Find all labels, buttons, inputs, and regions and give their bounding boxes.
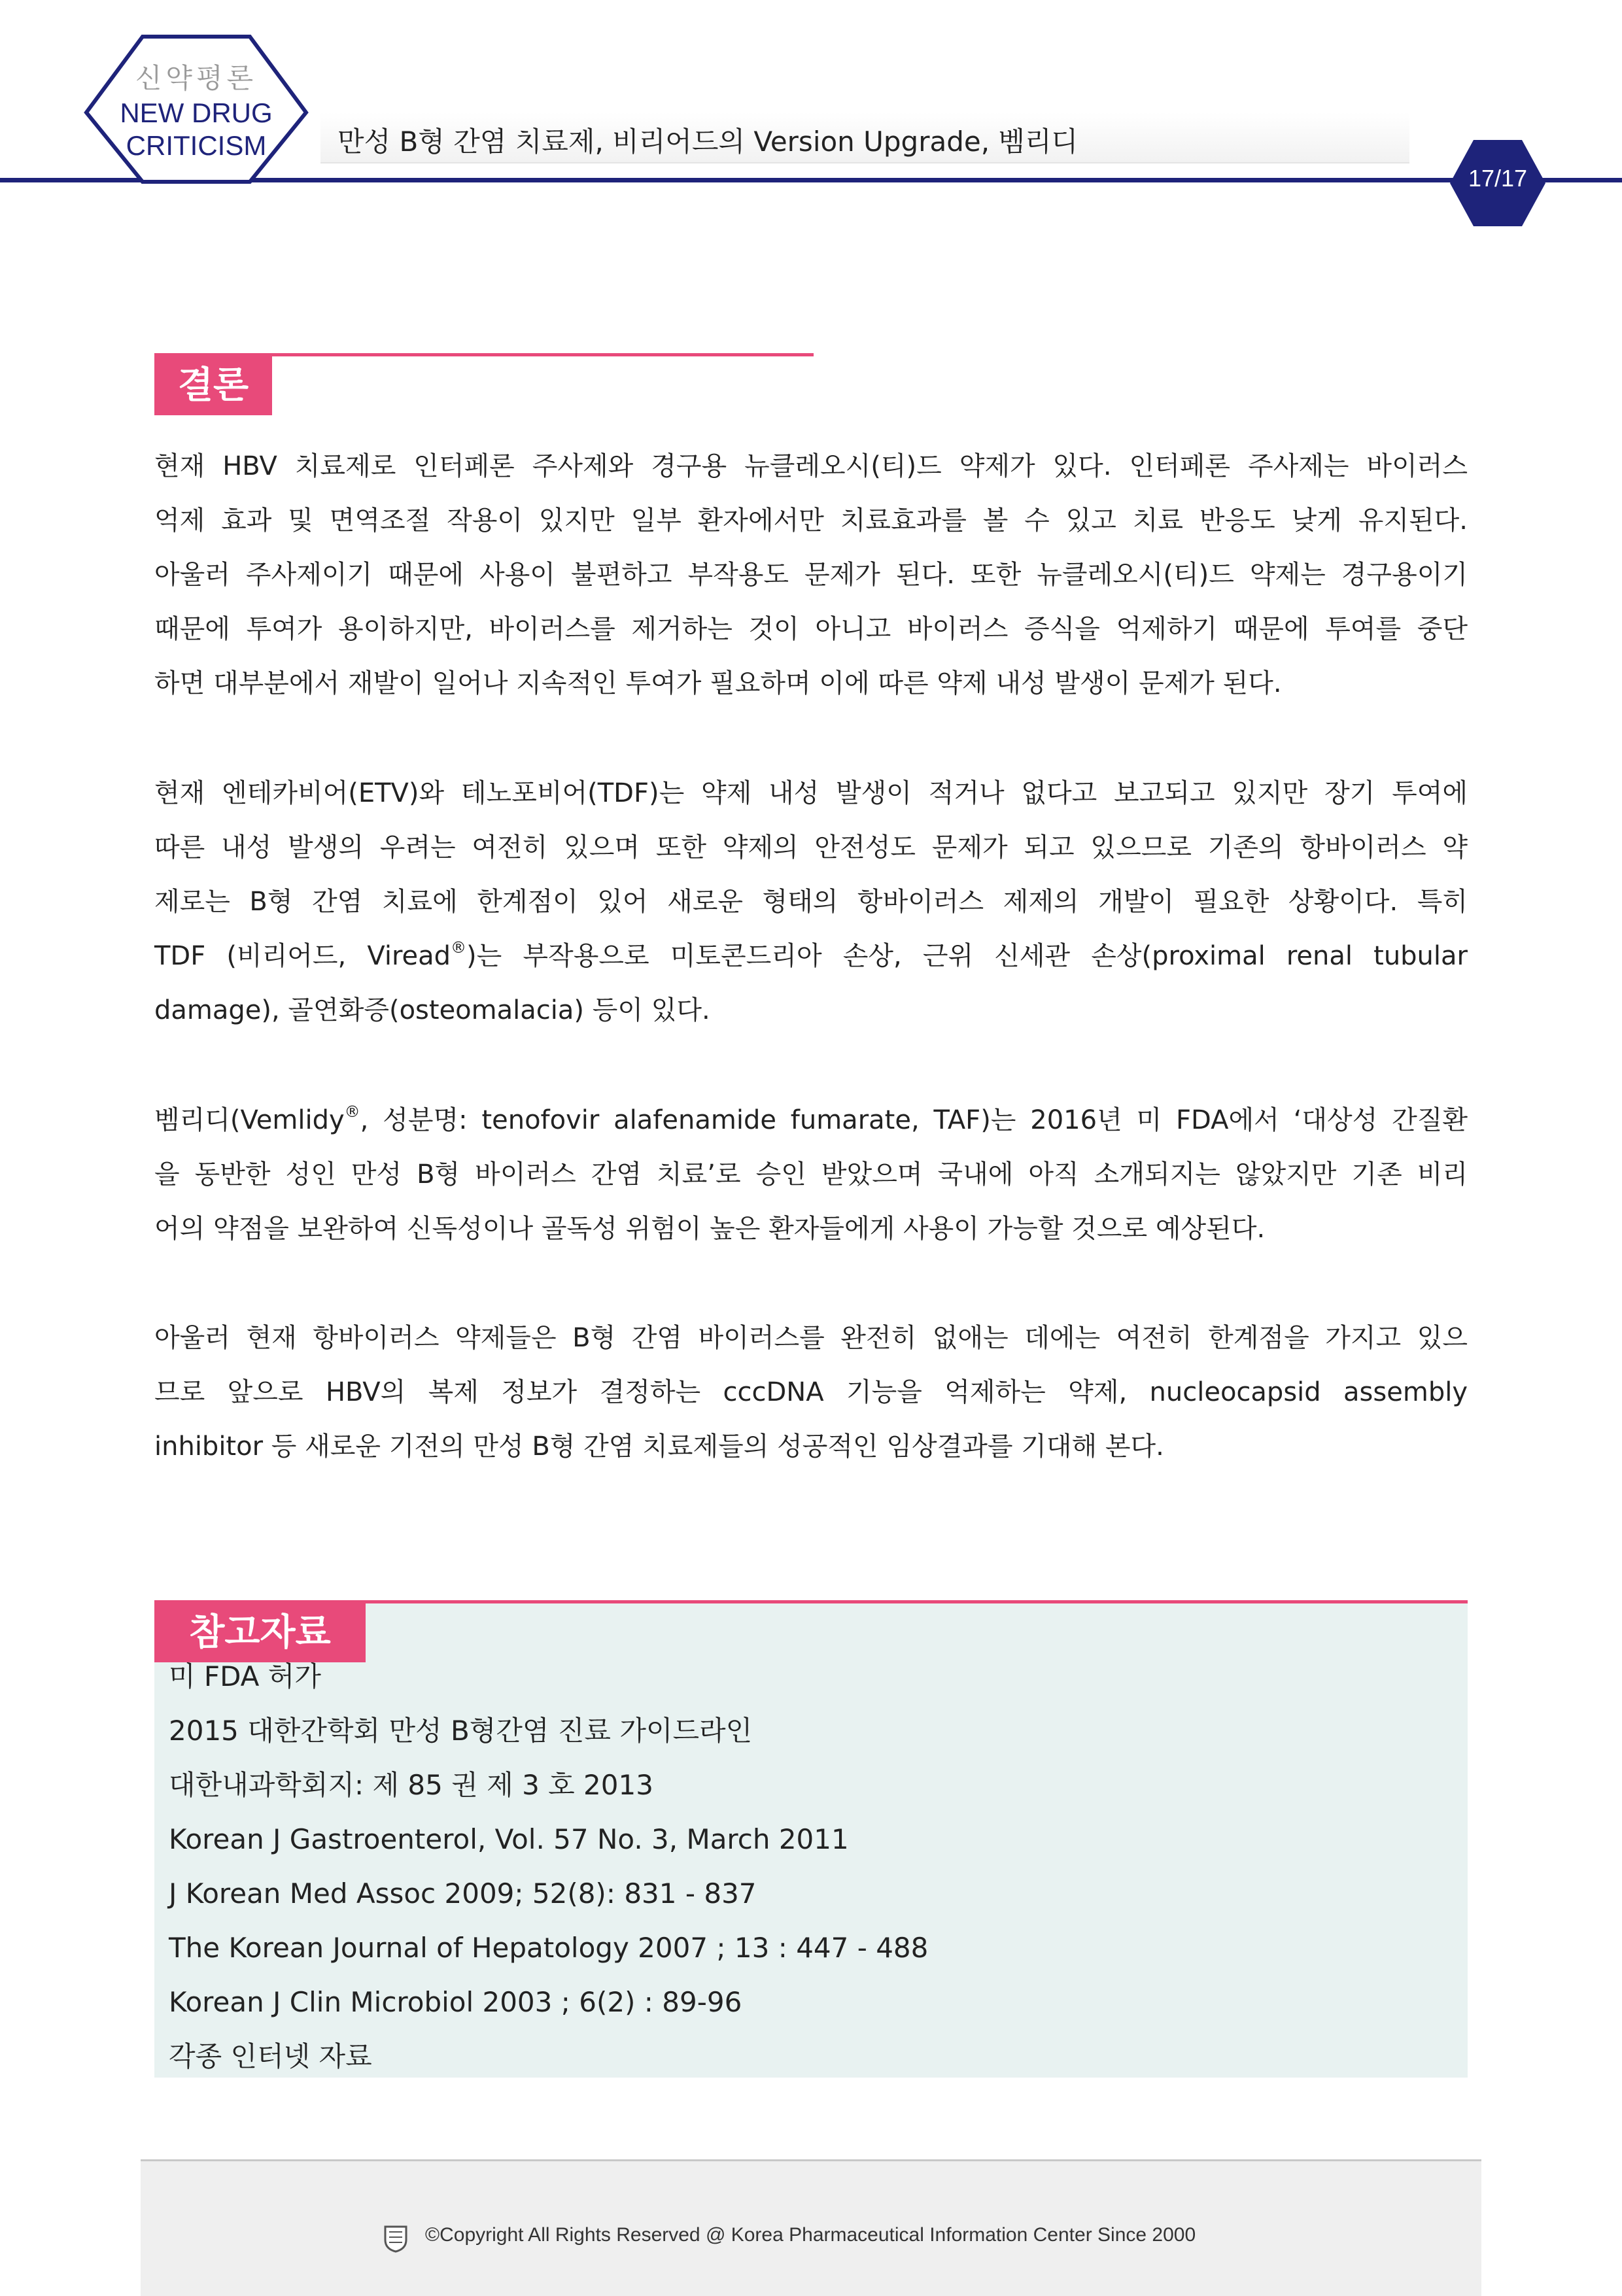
registered-mark: ® [451, 938, 467, 957]
text-line: inhibitor 등 새로운 기전의 만성 B형 간염 치료제들의 성공적인 임상결과를 기대해 본다. [154, 1431, 1164, 1462]
text-line: 따른 내성 발생의 우려는 여전히 있으며 또한 약제의 안전성도 문제가 되고 있으므로 기존의 항바이러스 약 [154, 832, 1468, 863]
page-number: 17/17 [1468, 165, 1528, 192]
reference-item: Korean J Clin Microbiol 2003 ; 6(2) : 89-96 [169, 1986, 742, 2018]
conclusion-paragraph-4 [154, 1311, 1468, 1474]
shield-icon [383, 2224, 409, 2253]
text-line: 억제 효과 및 면역조절 작용이 있지만 일부 환자에서만 치료효과를 볼 수 있고 치료 반응도 낮게 유지된다. [154, 505, 1468, 536]
text-segment: )는 부작용으로 미토콘드리아 손상, 근위 신세관 손상(proximal renal tubular [466, 941, 1468, 971]
text-line: 제로는 B형 간염 치료에 한계점이 있어 새로운 형태의 항바이러스 제제의 개발이 필요한 상황이다. 특히 [154, 887, 1468, 917]
text-segment: , 성분명: tenofovir alafenamide fumarate, TAF)는 2016년 미 FDA에서 ‘대상성 간질환 [360, 1105, 1468, 1135]
text-line: 므로 앞으로 HBV의 복제 정보가 결정하는 cccDNA 기능을 억제하는 약제, nucleocapsid assembly [154, 1377, 1468, 1407]
reference-item: 2015 대한간학회 만성 B형간염 진료 가이드라인 [169, 1715, 753, 1747]
references-heading: 참고자료 [154, 1603, 366, 1662]
text-line [154, 929, 1468, 984]
reference-item: The Korean Journal of Hepatology 2007 ; 13 : 447 - 488 [169, 1932, 929, 1964]
reference-item: Korean J Gastroenterol, Vol. 57 No. 3, March 2011 [169, 1823, 849, 1855]
logo-english-1: NEW DRUG [120, 97, 273, 128]
text-line: 현재 HBV 치료제로 인터페론 주사제와 경구용 뉴클레오시(티)드 약제가 있다. 인터페론 주사제는 바이러스 [154, 451, 1468, 481]
references-list [169, 1649, 1444, 2083]
registered-mark: ® [344, 1103, 360, 1121]
text-segment: 벰리디(Vemlidy [154, 1105, 345, 1135]
text-line: 현재 엔테카비어(ETV)와 테노포비어(TDF)는 약제 내성 발생이 적거나 없다고 보고되고 있지만 장기 투여에 [154, 778, 1468, 808]
text-line: 을 동반한 성인 만성 B형 바이러스 간염 치료’로 승인 받았으며 국내에 아직 소개되지는 않았지만 기존 비리 [154, 1159, 1468, 1190]
logo [85, 60, 307, 162]
document-title: 만성 B형 간염 치료제, 비리어드의 Version Upgrade, 벰리디 [337, 126, 1078, 158]
conclusion-paragraph-2 [154, 766, 1468, 1038]
text-line: 하면 대부분에서 재발이 일어나 지속적인 투여가 필요하며 이에 따른 약제 내성 발생이 문제가 된다. [154, 668, 1282, 698]
text-line: 어의 약점을 보완하여 신독성이나 골독성 위험이 높은 환자들에게 사용이 가능할 것으로 예상된다. [154, 1214, 1266, 1244]
text-segment: TDF (비리어드, Viread [154, 941, 451, 971]
conclusion-paragraph-1 [154, 439, 1468, 711]
text-line: 때문에 투여가 용이하지만, 바이러스를 제거하는 것이 아니고 바이러스 증식을 억제하기 때문에 투여를 중단 [154, 614, 1468, 644]
reference-item: 미 FDA 허가 [169, 1660, 321, 1692]
footer [141, 2159, 1481, 2296]
reference-item: 대한내과학회지: 제 85 권 제 3 호 2013 [169, 1769, 653, 1801]
logo-english-2: CRITICISM [126, 130, 267, 161]
text-line: damage), 골연화증(osteomalacia) 등이 있다. [154, 995, 710, 1025]
conclusion-heading: 결론 [154, 356, 272, 415]
text-line: 아울러 현재 항바이러스 약제들은 B형 간염 바이러스를 완전히 없애는 데에는 여전히 한계점을 가지고 있으 [154, 1323, 1468, 1353]
conclusion-paragraph-3 [154, 1093, 1468, 1256]
text-line: 아울러 주사제이기 때문에 사용이 불편하고 부작용도 문제가 된다. 또한 뉴클레오시(티)드 약제는 경구용이기 [154, 560, 1468, 590]
reference-item: 각종 인터넷 자료 [169, 2040, 372, 2072]
reference-item: J Korean Med Assoc 2009; 52(8): 831 - 837 [169, 1877, 757, 1910]
copyright-text: ©Copyright All Rights Reserved @ Korea Pharmaceutical Information Center Since 2000 [425, 2224, 1196, 2246]
logo-korean: 신약평론 [135, 62, 258, 94]
text-line [154, 1093, 1468, 1148]
header-title-box [320, 112, 1409, 163]
